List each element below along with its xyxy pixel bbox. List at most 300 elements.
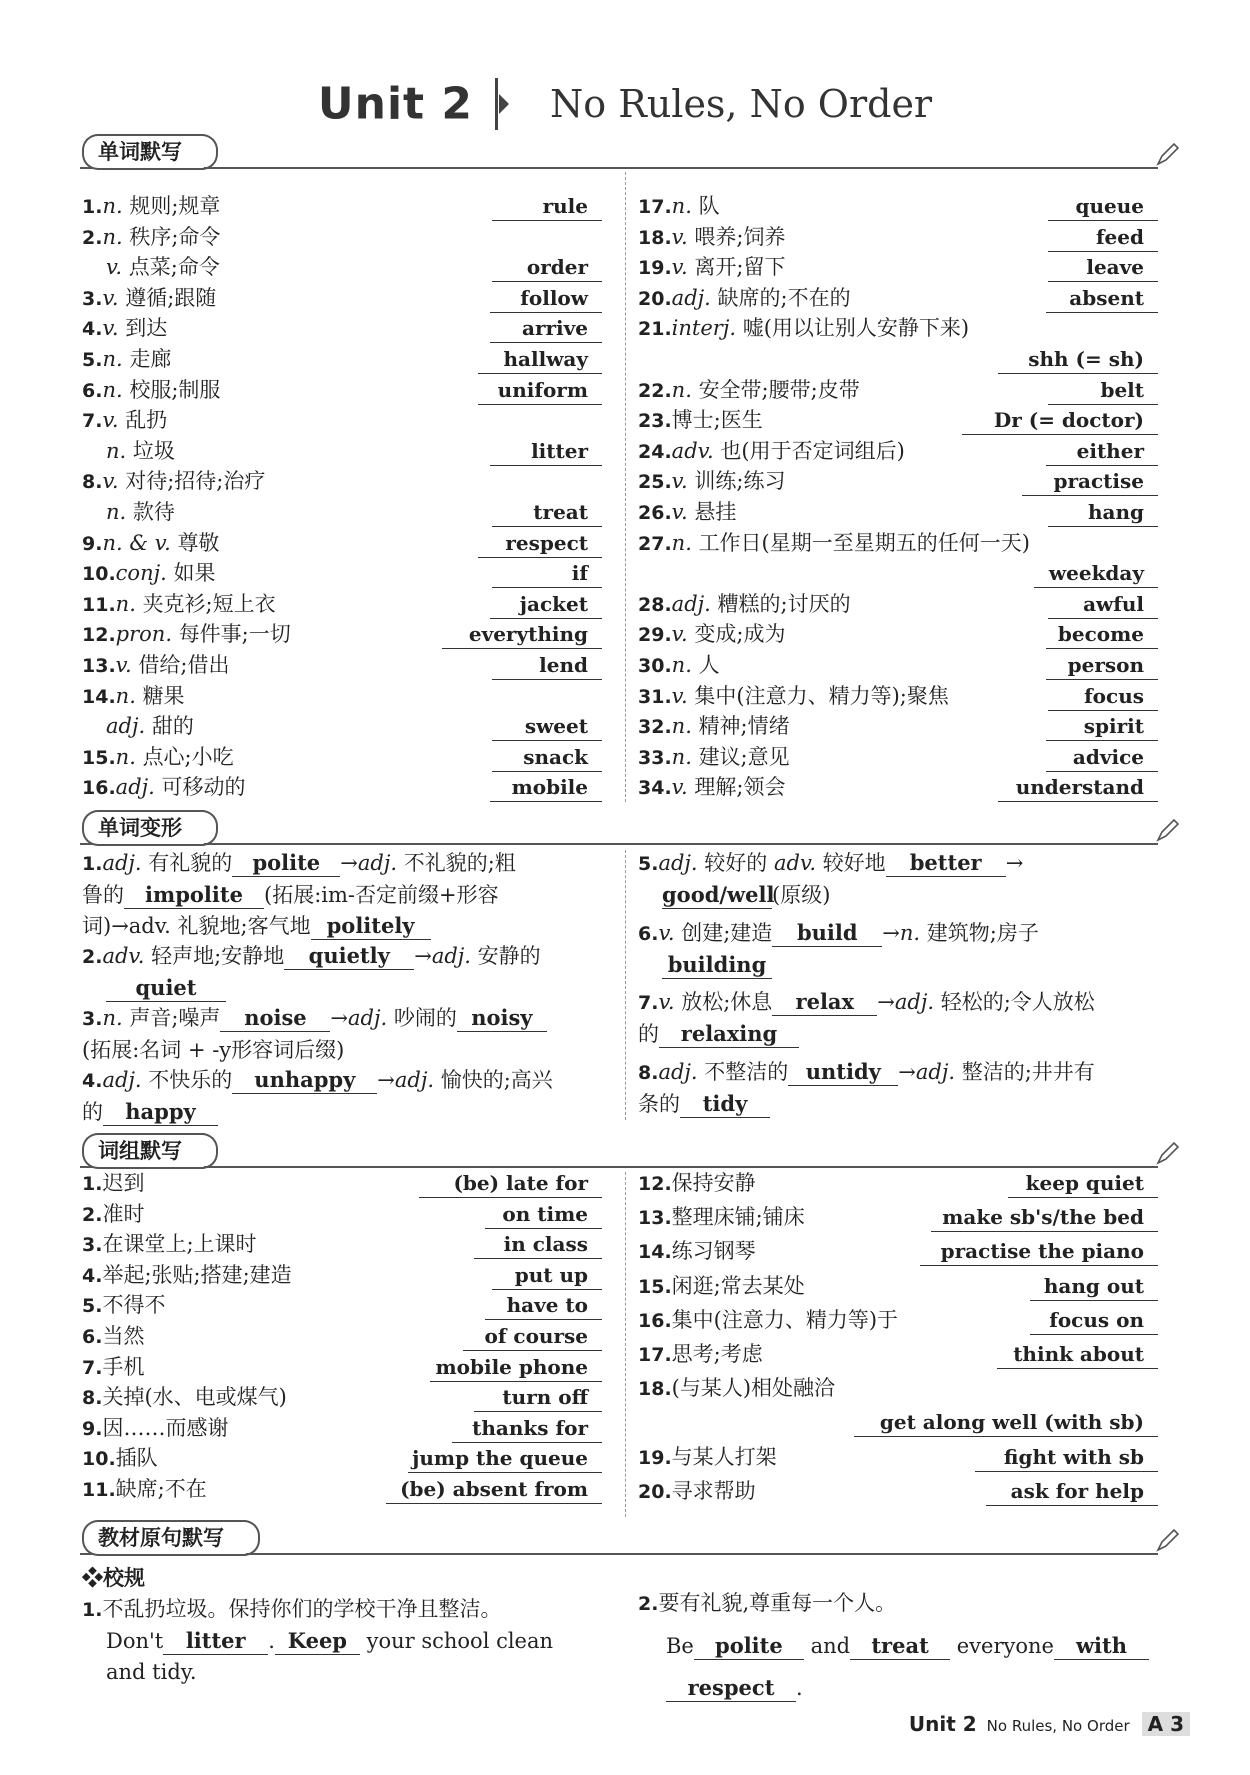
chinese-meaning: 款待 (132, 500, 175, 524)
form-item-4: 4.adj. 不快乐的 unhappy →adj. 愉快的;高兴 的 happy (82, 1067, 553, 1124)
answer-field[interactable]: hang out (1030, 1272, 1158, 1301)
part-of-speech: n. (671, 653, 692, 677)
item-number: 31. (638, 685, 672, 708)
answer-field[interactable]: on time (485, 1200, 602, 1229)
list-item (82, 313, 167, 344)
item-number: 8. (82, 471, 103, 494)
chinese-meaning: 秩序;命令 (129, 224, 221, 249)
part-of-speech: n. (102, 194, 123, 218)
list-item (82, 1229, 257, 1260)
answer-field[interactable]: put up (492, 1261, 602, 1290)
item-number: 32. (638, 716, 672, 739)
list-item (638, 1271, 805, 1302)
item-number: 14. (638, 1241, 672, 1264)
item-number: 11. (82, 593, 116, 616)
part-of-speech: v. (102, 408, 119, 433)
list-item (82, 497, 175, 527)
chinese-meaning: 借给;借出 (138, 653, 230, 677)
list-item (638, 1305, 898, 1336)
chinese-meaning: 缺席;不在 (115, 1477, 207, 1501)
part-of-speech: pron. (115, 622, 172, 647)
part-of-speech: v. (671, 775, 688, 800)
answer-blank[interactable]: polite (232, 850, 340, 877)
chinese-meaning: 遵循;跟随 (125, 285, 217, 310)
answer-field[interactable]: think about (997, 1340, 1158, 1369)
part-of-speech: v. (671, 622, 688, 647)
item-number: 10. (82, 1448, 116, 1471)
list-item (638, 589, 851, 620)
part-of-speech: n. (115, 744, 136, 769)
item-number: 5. (82, 349, 103, 371)
chinese-meaning: 与某人打架 (671, 1444, 777, 1469)
item-number: 8. (82, 1387, 103, 1410)
answer-blank[interactable]: politely (311, 913, 431, 940)
list-item (82, 681, 185, 712)
list-item (638, 344, 662, 374)
chinese-meaning: 到达 (125, 316, 168, 341)
answer-blank[interactable]: good/well (662, 882, 775, 907)
list-item (82, 558, 215, 589)
part-of-speech: n. (102, 224, 123, 249)
answer-field[interactable]: follow (490, 284, 602, 313)
part-of-speech: v. (115, 653, 132, 677)
answer-blank[interactable]: quietly (284, 943, 414, 970)
list-item (82, 222, 220, 253)
chinese-meaning: 手机 (102, 1354, 145, 1379)
item-number: 11. (82, 1479, 116, 1501)
chinese-meaning: 离开;留下 (694, 255, 786, 280)
answer-field[interactable]: belt (1048, 376, 1158, 405)
answer-field[interactable]: mobile phone (430, 1353, 602, 1382)
chinese-meaning: (与某人)相处融洽 (671, 1376, 836, 1401)
answer-field[interactable]: absent (1046, 284, 1158, 313)
list-item (82, 772, 246, 803)
answer-blank[interactable]: unhappy (232, 1067, 377, 1094)
item-number: 23. (638, 410, 672, 433)
item-number: 3. (82, 1234, 103, 1257)
arrow-icon (495, 78, 498, 130)
list-item (638, 772, 786, 803)
chinese-meaning: 乱扔 (125, 408, 168, 433)
list-item (82, 1168, 144, 1199)
unit-label: Unit 2 (317, 78, 473, 130)
item-number: 25. (638, 471, 672, 494)
answer-blank[interactable]: noise (220, 1005, 330, 1032)
answer-field[interactable]: in class (474, 1230, 602, 1259)
chinese-meaning: 喂养;饲养 (694, 224, 786, 249)
chinese-meaning: 工作日(星期一至星期五的任何一天) (698, 530, 1030, 555)
part-of-speech: v. (106, 255, 123, 280)
answer-field[interactable]: leave (1048, 253, 1158, 282)
chinese-meaning: 关掉(水、电或煤气) (102, 1385, 287, 1410)
list-item (82, 711, 194, 741)
answer-field[interactable]: hang (1048, 498, 1158, 527)
answer-blank[interactable]: building (662, 952, 772, 979)
answer-field[interactable]: lend (492, 651, 602, 680)
list-item (638, 711, 790, 742)
answer-field[interactable]: sweet (492, 712, 602, 741)
answer-field[interactable]: (be) absent from (386, 1475, 602, 1504)
list-item (82, 1382, 287, 1413)
chinese-meaning: 点菜;命令 (128, 255, 220, 280)
section-tag: 单词默写 (82, 134, 204, 170)
answer-field[interactable]: mobile (490, 773, 602, 802)
list-item (82, 191, 220, 222)
part-of-speech: v. (671, 469, 688, 494)
section-tag: 词组默写 (82, 1133, 204, 1169)
chinese-meaning: 也(用于否定词组后) (720, 438, 905, 463)
chinese-meaning: 建议;意见 (698, 744, 790, 769)
chinese-meaning: 垃圾 (132, 438, 175, 463)
answer-blank[interactable]: untidy (788, 1059, 898, 1086)
list-item (638, 222, 786, 253)
item-number: 12. (82, 624, 116, 647)
part-of-speech: v. (102, 469, 119, 494)
part-of-speech: n. (671, 530, 692, 555)
answer-field[interactable]: awful (1048, 590, 1158, 619)
list-item (82, 650, 230, 681)
list-item (638, 1442, 777, 1473)
chinese-meaning: 糟糕的;讨厌的 (717, 591, 851, 616)
item-number: 30. (638, 655, 672, 677)
part-of-speech: n. (671, 377, 692, 402)
item-number: 24. (638, 440, 672, 463)
answer-field[interactable]: spirit (1046, 712, 1158, 741)
form-item-2: 2.adv. 轻声地;安静地 quietly →adj. 安静的 quiet (82, 943, 541, 1000)
chinese-meaning: 在课堂上;上课时 (102, 1232, 257, 1257)
chinese-meaning: 精神;情绪 (698, 714, 790, 739)
list-item (82, 1352, 144, 1383)
unit-subtitle: No Rules, No Order (550, 82, 933, 126)
list-item (82, 436, 175, 466)
section-header-forms (80, 810, 1180, 844)
answer-field[interactable]: Dr (= doctor) (962, 406, 1158, 435)
answer-field[interactable]: get along well (with sb) (854, 1408, 1158, 1437)
answer-field[interactable]: treat (492, 498, 602, 527)
list-item (82, 344, 171, 375)
list-item (82, 375, 220, 406)
item-number: 9. (82, 532, 103, 555)
chinese-meaning: 思考;考虑 (671, 1342, 763, 1366)
item-number: 13. (82, 655, 116, 677)
item-number: 4. (82, 318, 103, 341)
answer-field[interactable]: have to (485, 1291, 602, 1320)
list-item (638, 1339, 763, 1370)
list-item (638, 528, 1030, 559)
answer-field[interactable]: shh (= sh) (998, 345, 1158, 374)
part-of-speech: n. (115, 683, 136, 708)
list-item (638, 1236, 756, 1267)
page-footer: Unit 2 No Rules, No Order A 3 (909, 1712, 1190, 1736)
answer-blank[interactable]: relaxing (659, 1021, 799, 1048)
answer-field[interactable]: uniform (478, 376, 602, 405)
chinese-meaning: 练习钢琴 (671, 1239, 756, 1264)
section-header-vocab (80, 134, 1180, 168)
list-item (638, 1202, 805, 1233)
part-of-speech: adj. (115, 775, 155, 800)
answer-field[interactable]: practise the piano (920, 1237, 1158, 1266)
part-of-speech: conj. (115, 561, 167, 586)
item-number: 7. (82, 1356, 103, 1379)
list-item (638, 1168, 756, 1199)
item-number: 20. (638, 1480, 672, 1503)
answer-blank[interactable]: impolite (124, 882, 264, 909)
item-number: 17. (638, 196, 672, 218)
chinese-meaning: 闲逛;常去某处 (671, 1273, 805, 1298)
part-of-speech: adj. (106, 714, 146, 739)
pencil-icon (1154, 1528, 1180, 1554)
item-number: 29. (638, 624, 672, 647)
item-number: 19. (638, 1446, 672, 1469)
chinese-meaning: 理解;领会 (694, 775, 786, 800)
list-item (82, 283, 216, 314)
item-number: 2. (82, 226, 103, 249)
answer-blank[interactable]: treat (850, 1633, 950, 1660)
list-item (82, 1443, 158, 1474)
chinese-meaning: 走廊 (129, 347, 172, 371)
answer-field[interactable]: weekday (1034, 559, 1158, 588)
pencil-icon (1154, 1141, 1180, 1167)
part-of-speech: v. (671, 255, 688, 280)
chinese-meaning: 夹克衫;短上衣 (142, 591, 276, 616)
list-item (82, 619, 291, 650)
chinese-meaning: 插队 (115, 1446, 158, 1471)
answer-field[interactable]: (be) late for (419, 1169, 602, 1198)
answer-field[interactable]: ask for help (986, 1477, 1158, 1506)
answer-field[interactable]: practise (1022, 467, 1158, 496)
chinese-meaning: 嘘(用以让别人安静下来) (742, 316, 970, 341)
chinese-meaning: 队 (698, 194, 720, 218)
part-of-speech: n. (106, 438, 127, 463)
part-of-speech: n. (671, 714, 692, 739)
answer-field[interactable]: everything (442, 620, 602, 649)
answer-blank[interactable]: happy (103, 1099, 218, 1126)
answer-blank[interactable]: with (1054, 1633, 1149, 1660)
answer-blank[interactable]: polite (694, 1633, 804, 1660)
part-of-speech: v. (102, 285, 119, 310)
chinese-meaning: 如果 (173, 561, 216, 586)
answer-field[interactable]: person (1046, 651, 1158, 680)
answer-blank[interactable]: quiet (106, 975, 226, 1002)
list-item (82, 589, 276, 620)
chinese-meaning: 当然 (102, 1324, 145, 1348)
subheading: ❖校规 (82, 1565, 145, 1590)
part-of-speech: v. (671, 224, 688, 249)
list-item (82, 1290, 165, 1321)
answer-field[interactable]: focus (1048, 682, 1158, 711)
item-number: 22. (638, 379, 672, 402)
item-number: 19. (638, 257, 672, 280)
part-of-speech: adj. (671, 285, 711, 310)
item-number: 7. (82, 410, 103, 433)
list-item (638, 466, 786, 497)
chinese-meaning: 可移动的 (161, 775, 246, 800)
answer-field[interactable]: order (492, 253, 602, 282)
answer-field[interactable]: snack (492, 743, 602, 772)
chinese-meaning: 变成;成为 (694, 622, 786, 647)
part-of-speech: interj. (671, 316, 737, 341)
form-item-7: 7.v. 放松;休息 relax →adj. 轻松的;令人放松 的 relaxing (638, 989, 1095, 1046)
answer-field[interactable]: jacket (490, 590, 602, 619)
list-item (638, 405, 763, 436)
chinese-meaning: 悬挂 (694, 500, 737, 524)
section-tag: 教材原句默写 (82, 1520, 246, 1556)
answer-field[interactable]: thanks for (452, 1414, 602, 1443)
item-number: 12. (638, 1173, 672, 1195)
chinese-meaning: 规则;规章 (129, 194, 221, 218)
chinese-meaning: 缺席的;不在的 (717, 285, 851, 310)
answer-field[interactable]: rule (492, 192, 602, 221)
chinese-meaning: 保持安静 (671, 1171, 756, 1195)
list-item (82, 1260, 292, 1291)
list-item (638, 742, 790, 773)
list-item (638, 313, 969, 344)
page-number: A 3 (1142, 1712, 1190, 1736)
answer-field[interactable]: litter (490, 437, 602, 466)
item-number: 34. (638, 777, 672, 800)
list-item (638, 1407, 662, 1437)
answer-field[interactable]: fight with sb (975, 1443, 1158, 1472)
list-item (82, 1199, 144, 1230)
list-item (638, 619, 786, 650)
item-number: 9. (82, 1417, 103, 1440)
section-header-textbook (80, 1520, 1180, 1554)
answer-blank[interactable]: Keep (275, 1628, 360, 1655)
item-number: 15. (638, 1275, 672, 1298)
list-item (638, 436, 905, 467)
item-number: 3. (82, 287, 103, 310)
answer-blank[interactable]: relax (772, 989, 877, 1016)
item-number: 2. (82, 1203, 103, 1226)
page-title (0, 78, 1250, 130)
part-of-speech: n. (671, 194, 692, 218)
chinese-meaning: 校服;制服 (129, 377, 221, 402)
answer-field[interactable]: become (1046, 620, 1158, 649)
form-item-5: 5.adj. 较好的 adv. 较好地 better → good/well(原级) (638, 850, 1024, 907)
chinese-meaning: 准时 (102, 1201, 145, 1226)
item-number: 6. (82, 1326, 103, 1348)
part-of-speech: v. (671, 500, 688, 524)
chinese-meaning: 训练;练习 (694, 469, 786, 494)
answer-blank[interactable]: tidy (680, 1091, 770, 1118)
answer-field[interactable]: if (492, 559, 602, 588)
list-item (82, 405, 167, 436)
pencil-icon (1154, 142, 1180, 168)
chinese-meaning: 尊敬 (177, 530, 220, 555)
answer-field[interactable]: keep quiet (1008, 1169, 1158, 1198)
answer-blank[interactable]: build (772, 920, 882, 947)
answer-field[interactable]: feed (1048, 223, 1158, 252)
list-item (82, 528, 219, 559)
answer-field[interactable]: understand (998, 773, 1158, 802)
chinese-meaning: 安全带;腰带;皮带 (698, 377, 860, 402)
item-number: 15. (82, 746, 116, 769)
list-item (82, 1321, 144, 1352)
item-number: 4. (82, 1264, 103, 1287)
answer-field[interactable]: advice (1046, 743, 1158, 772)
answer-field[interactable]: turn off (474, 1383, 602, 1412)
item-number: 18. (638, 226, 672, 249)
part-of-speech: n. (115, 591, 136, 616)
item-number: 6. (82, 379, 103, 402)
chinese-meaning: 博士;医生 (671, 408, 763, 433)
answer-blank[interactable]: litter (163, 1628, 268, 1655)
answer-field[interactable]: hallway (478, 345, 602, 374)
item-number: 16. (82, 777, 116, 800)
list-item (638, 558, 662, 588)
answer-field[interactable]: queue (1048, 192, 1158, 221)
part-of-speech: v. (102, 316, 119, 341)
textbook-right: 2.要有礼貌,尊重每一个人。 Be polite and treat everyone with respect . (638, 1582, 1168, 1709)
chinese-meaning: 甜的 (151, 714, 194, 739)
answer-field[interactable]: focus on (1030, 1306, 1158, 1335)
item-number: 13. (638, 1207, 672, 1230)
form-item-6: 6.v. 创建;建造 build →n. 建筑物;房子 building (638, 920, 1039, 977)
list-item (82, 252, 220, 282)
item-number: 1. (82, 1173, 103, 1195)
item-number: 18. (638, 1378, 672, 1401)
answer-field[interactable]: of course (463, 1322, 602, 1351)
answer-field[interactable]: arrive (490, 314, 602, 343)
part-of-speech: v. (671, 683, 688, 708)
part-of-speech: n. & v. (102, 530, 171, 555)
answer-field[interactable]: respect (478, 529, 602, 558)
item-number: 14. (82, 685, 116, 708)
list-item (82, 466, 265, 497)
chinese-meaning: 对待;招待;治疗 (125, 469, 266, 494)
chinese-meaning: 因……而感谢 (102, 1415, 229, 1440)
part-of-speech: n. (102, 347, 123, 371)
answer-blank[interactable]: respect (666, 1675, 796, 1702)
chinese-meaning: 集中(注意力、精力等)于 (671, 1307, 899, 1332)
list-item (638, 283, 851, 314)
answer-field[interactable]: make sb's/the bed (931, 1203, 1158, 1232)
form-item-3: 3.n. 声音;噪声 noise →adj. 吵闹的 noisy (拓展:名词 + -y形容词后缀) (82, 1003, 610, 1066)
list-item (638, 1476, 756, 1507)
chinese-meaning: 整理床铺;铺床 (671, 1205, 805, 1230)
answer-blank[interactable]: better (886, 850, 1006, 877)
item-number: 17. (638, 1344, 672, 1366)
textbook-left: ❖校规 1.不乱扔垃圾。保持你们的学校干净且整洁。 Don't litter . Keep your school clean and tidy. (82, 1565, 554, 1684)
chinese-meaning: 集中(注意力、精力等);聚焦 (694, 683, 949, 708)
answer-blank[interactable]: noisy (457, 1005, 547, 1032)
list-item (82, 1413, 228, 1444)
answer-field[interactable]: either (1046, 437, 1158, 466)
list-item (638, 252, 786, 283)
part-of-speech: adj. (671, 591, 711, 616)
part-of-speech: n. (671, 744, 692, 769)
answer-field[interactable]: jump the queue (408, 1444, 602, 1473)
chinese-meaning: 寻求帮助 (671, 1478, 756, 1503)
item-number: 33. (638, 746, 672, 769)
section-header-phrases (80, 1133, 1180, 1167)
part-of-speech: n. (102, 377, 123, 402)
item-number: 20. (638, 287, 672, 310)
chinese-meaning: 举起;张贴;搭建;建造 (102, 1262, 292, 1287)
item-number: 28. (638, 593, 672, 616)
list-item (638, 191, 720, 222)
list-item (638, 681, 949, 712)
part-of-speech: adv. (671, 438, 714, 463)
list-item (638, 650, 720, 681)
chinese-meaning: 迟到 (102, 1171, 145, 1195)
list-item (82, 1474, 207, 1505)
list-item (82, 742, 234, 773)
part-of-speech: n. (106, 500, 127, 524)
list-item (638, 497, 736, 528)
chinese-meaning: 每件事;一切 (178, 622, 291, 647)
chinese-meaning: 点心;小吃 (142, 744, 234, 769)
